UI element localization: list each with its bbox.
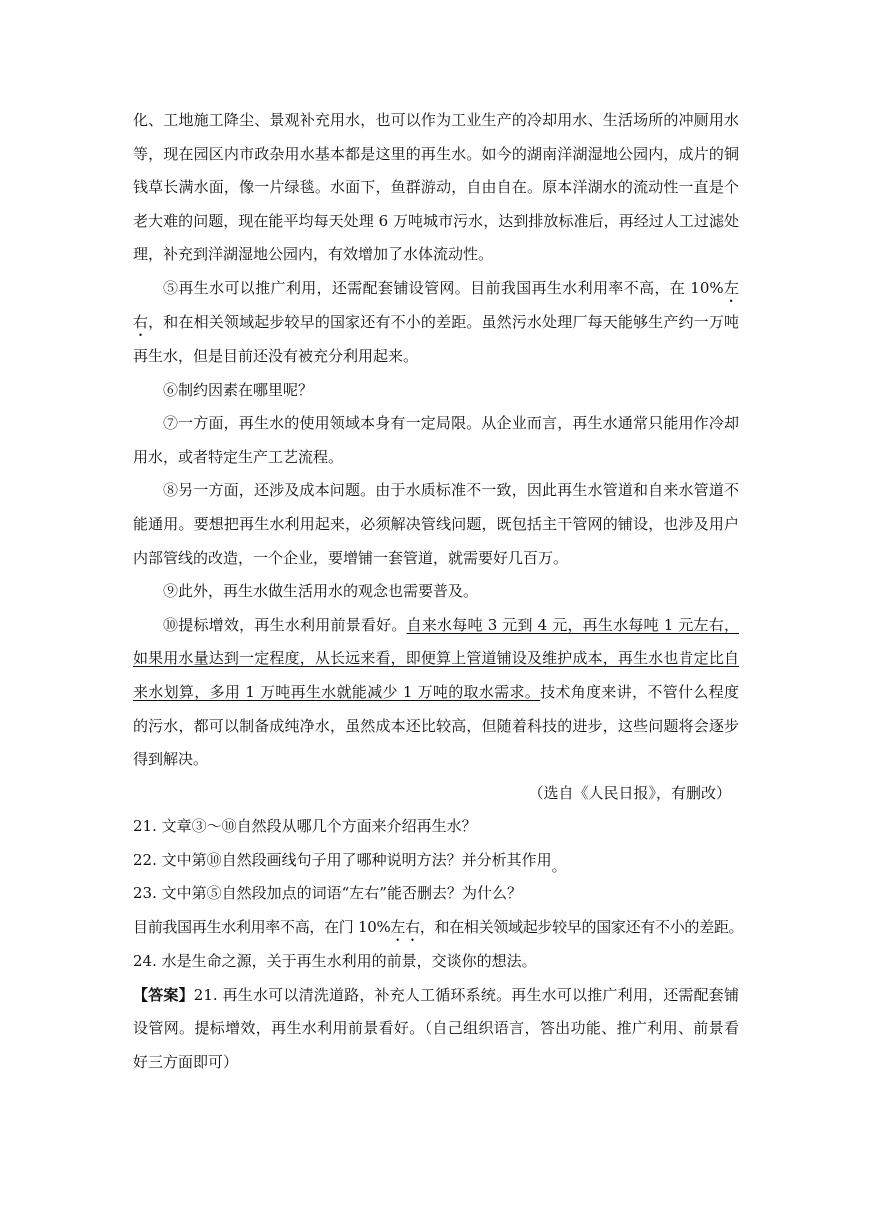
answer-block xyxy=(133,979,739,1080)
paragraph-10 xyxy=(133,609,739,777)
paragraph-5 xyxy=(133,272,739,374)
question-23-quote xyxy=(133,911,744,945)
question-21: 21. 文章③～⑩自然段从哪几个方面来介绍再生水？ xyxy=(133,817,477,836)
paragraph-10-text-before: ⑩提标增效，再生水利用前景看好。 xyxy=(163,615,407,634)
source-citation: （选自《人民日报》，有删改） xyxy=(528,783,731,802)
question-23-quote-before: 目前我国再生水利用率不高，在门 10% xyxy=(133,918,391,937)
paragraph-9: ⑨此外，再生水做生活用水的观念也需要普及。 xyxy=(163,582,479,601)
question-23-dotted-word: 左右 xyxy=(390,918,420,937)
answer-text: 21. 再生水可以清洗道路，补充人工循环系统。再生水可以推广利用，还需配套铺设管网。提标增效，再生水利用前景看好。（自己组织语言，答出功能、推广利用、前景看好三方面即可） xyxy=(133,985,739,1071)
paragraph-5-text-after: ，和在相关领域起步较早的国家还有不小的差距。虽然污水处理厂每天能够生产约一万吨再生水，但是目前还没有被充分利用起来。 xyxy=(133,312,739,365)
question-24: 24. 水是生命之源，关于再生水利用的前景，交谈你的想法。 xyxy=(133,952,537,971)
underlined-sentence: 自来水每吨 3 元到 4 元，再生水每吨 1 元左右，如果用水量达到一定程度，从长远来看，即便算上管道铺设及维护成本，再生水也肯定比自来水划算，多用 1 万吨再生水就能减少 1 万吨的取水需求。 xyxy=(133,615,739,701)
document-page xyxy=(133,104,744,1079)
paragraph-10-text-after: 技术角度来讲，不管什么程度的污水，都可以制备成纯净水，虽然成本还比较高，但随着科技的进步，这些问题将会逐步得到解决。 xyxy=(133,682,739,769)
paragraph-6: ⑥制约因素在哪里呢？ xyxy=(163,380,314,399)
paragraph-5-text-before: ⑤再生水可以推广利用，还需配套铺设管网。目前我国再生水利用率不高，在 10% xyxy=(163,278,724,297)
question-22-text: 22. 文中第⑩自然段画线句子用了哪种说明方法？并分析其作用 xyxy=(133,850,552,869)
question-23: 23. 文中第⑤自然段加点的词语“左右”能否删去？为什么？ xyxy=(133,884,522,903)
answer-label: 【答案】 xyxy=(133,985,194,1004)
paragraph-8: ⑧另一方面，还涉及成本问题。由于水质标准不一致，因此再生水管道和自来水管道不能通用。要想把再生水利用起来，必须解决管线问题，既包括主干管网的铺设，也涉及用户内部管线的改造，一个企业，要增铺一套管道，就需要好几百万。 xyxy=(133,481,739,567)
paragraph-7: ⑦一方面，再生水的使用领域本身有一定局限。从企业而言，再生水通常只能用作冷却用水，或者特定生产工艺流程。 xyxy=(133,414,739,466)
question-23-quote-after: ，和在相关领域起步较早的国家还有不小的差距。 xyxy=(419,918,744,937)
question-22-mark: 。 xyxy=(551,856,567,875)
dotted-word-zuoyou: 左右 xyxy=(133,278,739,331)
question-22 xyxy=(133,844,739,878)
paragraph-4-continued: 化、工地施工降尘、景观补充用水，也可以作为工业生产的冷却用水、生活场所的冲厕用水等，现在园区内市政杂用水基本都是这里的再生水。如今的湖南洋湖湿地公园内，成片的铜钱草长满水面，像一片绿毯。水面下，鱼群游动，自由自在。原本洋湖水的流动性一直是个老大难的问题，现在能平均每天处理 6 万吨城市污水，达到排放标准后，再经过人工过滤处理，补充到洋湖湿地公园内，有效增加了水体流动性。 xyxy=(133,111,739,264)
